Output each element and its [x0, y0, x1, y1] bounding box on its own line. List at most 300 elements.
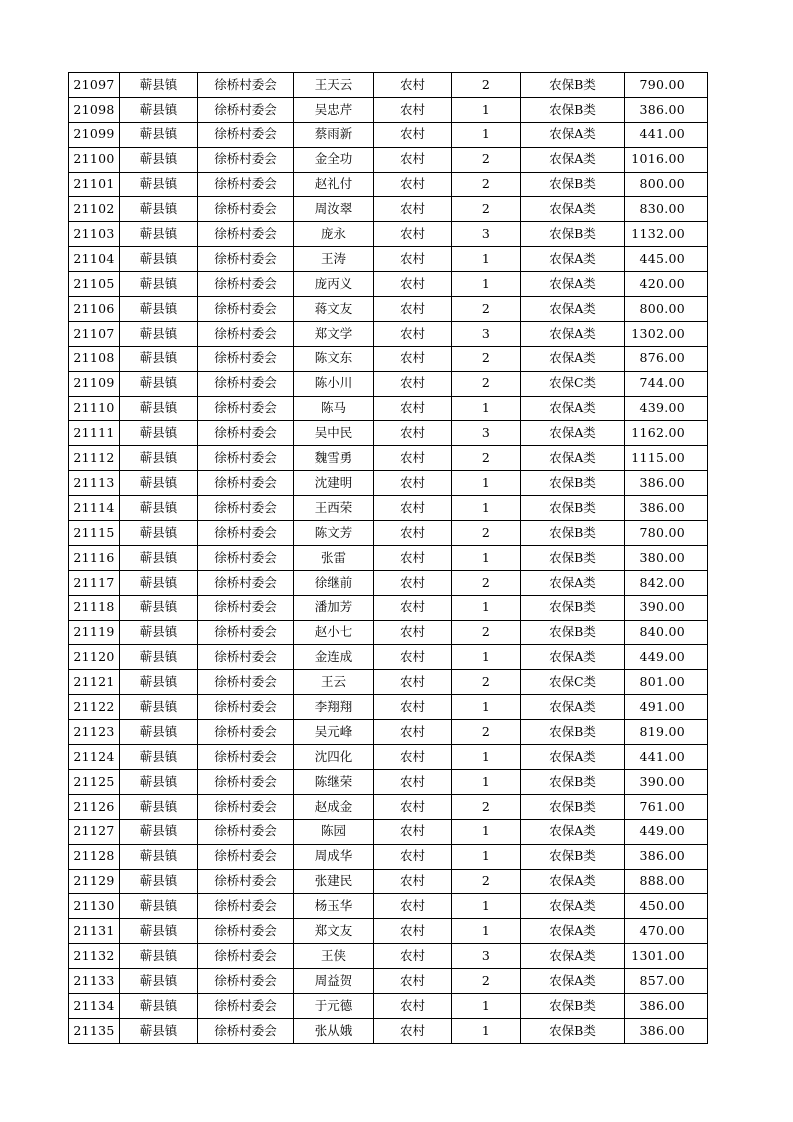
area-type-cell: 农村	[374, 396, 452, 421]
household-size-cell: 1	[452, 595, 521, 620]
town-cell: 蕲县镇	[120, 869, 198, 894]
town-cell: 蕲县镇	[120, 969, 198, 994]
table-row	[69, 247, 708, 272]
household-size-cell: 1	[452, 844, 521, 869]
amount-cell: 840.00	[625, 620, 708, 645]
village-cell: 徐桥村委会	[198, 545, 294, 570]
amount-cell: 744.00	[625, 371, 708, 396]
town-cell: 蕲县镇	[120, 645, 198, 670]
household-size-cell: 3	[452, 222, 521, 247]
category-cell: 农保B类	[521, 769, 625, 794]
name-cell: 张从娥	[294, 1018, 374, 1043]
name-cell: 吴忠芹	[294, 97, 374, 122]
household-size-cell: 1	[452, 471, 521, 496]
table-row	[69, 197, 708, 222]
town-cell: 蕲县镇	[120, 769, 198, 794]
table-row	[69, 222, 708, 247]
row-id-cell: 21111	[69, 421, 120, 446]
household-size-cell: 1	[452, 97, 521, 122]
town-cell: 蕲县镇	[120, 122, 198, 147]
name-cell: 庞丙义	[294, 272, 374, 297]
table-row	[69, 595, 708, 620]
household-size-cell: 1	[452, 819, 521, 844]
town-cell: 蕲县镇	[120, 471, 198, 496]
row-id-cell: 21116	[69, 545, 120, 570]
amount-cell: 780.00	[625, 521, 708, 546]
category-cell: 农保C类	[521, 670, 625, 695]
town-cell: 蕲县镇	[120, 346, 198, 371]
amount-cell: 1162.00	[625, 421, 708, 446]
name-cell: 蔡雨新	[294, 122, 374, 147]
town-cell: 蕲县镇	[120, 745, 198, 770]
area-type-cell: 农村	[374, 844, 452, 869]
table-row	[69, 570, 708, 595]
name-cell: 杨玉华	[294, 894, 374, 919]
area-type-cell: 农村	[374, 496, 452, 521]
household-size-cell: 1	[452, 545, 521, 570]
category-cell: 农保A类	[521, 197, 625, 222]
village-cell: 徐桥村委会	[198, 869, 294, 894]
amount-cell: 445.00	[625, 247, 708, 272]
household-size-cell: 1	[452, 122, 521, 147]
name-cell: 徐继前	[294, 570, 374, 595]
amount-cell: 842.00	[625, 570, 708, 595]
village-cell: 徐桥村委会	[198, 645, 294, 670]
amount-cell: 470.00	[625, 919, 708, 944]
table-row	[69, 944, 708, 969]
table-row	[69, 371, 708, 396]
area-type-cell: 农村	[374, 745, 452, 770]
amount-cell: 819.00	[625, 720, 708, 745]
row-id-cell: 21106	[69, 297, 120, 322]
row-id-cell: 21131	[69, 919, 120, 944]
household-size-cell: 2	[452, 521, 521, 546]
area-type-cell: 农村	[374, 172, 452, 197]
town-cell: 蕲县镇	[120, 844, 198, 869]
area-type-cell: 农村	[374, 1018, 452, 1043]
table-row	[69, 346, 708, 371]
row-id-cell: 21101	[69, 172, 120, 197]
category-cell: 农保A类	[521, 819, 625, 844]
table-row	[69, 421, 708, 446]
amount-cell: 386.00	[625, 471, 708, 496]
amount-cell: 449.00	[625, 819, 708, 844]
row-id-cell: 21102	[69, 197, 120, 222]
amount-cell: 420.00	[625, 272, 708, 297]
household-size-cell: 2	[452, 670, 521, 695]
table-row	[69, 620, 708, 645]
household-size-cell: 1	[452, 919, 521, 944]
table-row	[69, 794, 708, 819]
amount-cell: 876.00	[625, 346, 708, 371]
town-cell: 蕲县镇	[120, 993, 198, 1018]
category-cell: 农保B类	[521, 993, 625, 1018]
table-row	[69, 819, 708, 844]
table-body	[69, 73, 708, 1044]
category-cell: 农保A类	[521, 869, 625, 894]
table-row	[69, 695, 708, 720]
household-size-cell: 1	[452, 496, 521, 521]
amount-cell: 450.00	[625, 894, 708, 919]
household-size-cell: 2	[452, 969, 521, 994]
town-cell: 蕲县镇	[120, 794, 198, 819]
area-type-cell: 农村	[374, 521, 452, 546]
village-cell: 徐桥村委会	[198, 97, 294, 122]
area-type-cell: 农村	[374, 919, 452, 944]
village-cell: 徐桥村委会	[198, 247, 294, 272]
village-cell: 徐桥村委会	[198, 993, 294, 1018]
area-type-cell: 农村	[374, 421, 452, 446]
row-id-cell: 21105	[69, 272, 120, 297]
household-size-cell: 2	[452, 297, 521, 322]
amount-cell: 800.00	[625, 297, 708, 322]
village-cell: 徐桥村委会	[198, 297, 294, 322]
town-cell: 蕲县镇	[120, 222, 198, 247]
amount-cell: 441.00	[625, 122, 708, 147]
row-id-cell: 21127	[69, 819, 120, 844]
household-size-cell: 1	[452, 894, 521, 919]
name-cell: 陈继荣	[294, 769, 374, 794]
row-id-cell: 21130	[69, 894, 120, 919]
area-type-cell: 农村	[374, 570, 452, 595]
town-cell: 蕲县镇	[120, 919, 198, 944]
amount-cell: 386.00	[625, 844, 708, 869]
village-cell: 徐桥村委会	[198, 421, 294, 446]
town-cell: 蕲县镇	[120, 894, 198, 919]
table-row	[69, 894, 708, 919]
category-cell: 农保A类	[521, 321, 625, 346]
area-type-cell: 农村	[374, 869, 452, 894]
row-id-cell: 21122	[69, 695, 120, 720]
area-type-cell: 农村	[374, 720, 452, 745]
row-id-cell: 21103	[69, 222, 120, 247]
row-id-cell: 21113	[69, 471, 120, 496]
row-id-cell: 21134	[69, 993, 120, 1018]
town-cell: 蕲县镇	[120, 172, 198, 197]
row-id-cell: 21109	[69, 371, 120, 396]
assistance-table	[68, 72, 708, 1044]
area-type-cell: 农村	[374, 944, 452, 969]
town-cell: 蕲县镇	[120, 396, 198, 421]
table-row	[69, 172, 708, 197]
village-cell: 徐桥村委会	[198, 794, 294, 819]
table-row	[69, 73, 708, 98]
household-size-cell: 1	[452, 272, 521, 297]
name-cell: 潘加芳	[294, 595, 374, 620]
household-size-cell: 2	[452, 570, 521, 595]
category-cell: 农保A类	[521, 346, 625, 371]
town-cell: 蕲县镇	[120, 620, 198, 645]
village-cell: 徐桥村委会	[198, 695, 294, 720]
category-cell: 农保A类	[521, 919, 625, 944]
name-cell: 王涛	[294, 247, 374, 272]
row-id-cell: 21107	[69, 321, 120, 346]
name-cell: 陈园	[294, 819, 374, 844]
row-id-cell: 21128	[69, 844, 120, 869]
area-type-cell: 农村	[374, 222, 452, 247]
name-cell: 蒋文友	[294, 297, 374, 322]
table-row	[69, 993, 708, 1018]
amount-cell: 491.00	[625, 695, 708, 720]
table-row	[69, 745, 708, 770]
village-cell: 徐桥村委会	[198, 769, 294, 794]
row-id-cell: 21124	[69, 745, 120, 770]
row-id-cell: 21126	[69, 794, 120, 819]
table-row	[69, 272, 708, 297]
village-cell: 徐桥村委会	[198, 1018, 294, 1043]
area-type-cell: 农村	[374, 147, 452, 172]
area-type-cell: 农村	[374, 346, 452, 371]
category-cell: 农保A类	[521, 570, 625, 595]
amount-cell: 1132.00	[625, 222, 708, 247]
row-id-cell: 21100	[69, 147, 120, 172]
name-cell: 金全功	[294, 147, 374, 172]
village-cell: 徐桥村委会	[198, 122, 294, 147]
area-type-cell: 农村	[374, 446, 452, 471]
table-row	[69, 545, 708, 570]
name-cell: 郑文学	[294, 321, 374, 346]
household-size-cell: 2	[452, 172, 521, 197]
area-type-cell: 农村	[374, 670, 452, 695]
table-row	[69, 969, 708, 994]
name-cell: 沈四化	[294, 745, 374, 770]
area-type-cell: 农村	[374, 595, 452, 620]
category-cell: 农保C类	[521, 371, 625, 396]
town-cell: 蕲县镇	[120, 819, 198, 844]
town-cell: 蕲县镇	[120, 421, 198, 446]
household-size-cell: 2	[452, 147, 521, 172]
household-size-cell: 1	[452, 1018, 521, 1043]
household-size-cell: 2	[452, 620, 521, 645]
name-cell: 吴中民	[294, 421, 374, 446]
village-cell: 徐桥村委会	[198, 147, 294, 172]
area-type-cell: 农村	[374, 73, 452, 98]
category-cell: 农保A类	[521, 421, 625, 446]
village-cell: 徐桥村委会	[198, 969, 294, 994]
row-id-cell: 21098	[69, 97, 120, 122]
amount-cell: 449.00	[625, 645, 708, 670]
name-cell: 庞永	[294, 222, 374, 247]
area-type-cell: 农村	[374, 620, 452, 645]
town-cell: 蕲县镇	[120, 1018, 198, 1043]
name-cell: 陈文芳	[294, 521, 374, 546]
town-cell: 蕲县镇	[120, 97, 198, 122]
village-cell: 徐桥村委会	[198, 919, 294, 944]
area-type-cell: 农村	[374, 794, 452, 819]
town-cell: 蕲县镇	[120, 496, 198, 521]
category-cell: 农保A类	[521, 894, 625, 919]
amount-cell: 390.00	[625, 769, 708, 794]
village-cell: 徐桥村委会	[198, 321, 294, 346]
area-type-cell: 农村	[374, 97, 452, 122]
name-cell: 王云	[294, 670, 374, 695]
name-cell: 陈文东	[294, 346, 374, 371]
category-cell: 农保B类	[521, 720, 625, 745]
village-cell: 徐桥村委会	[198, 595, 294, 620]
village-cell: 徐桥村委会	[198, 745, 294, 770]
category-cell: 农保A类	[521, 122, 625, 147]
name-cell: 金连成	[294, 645, 374, 670]
name-cell: 郑文友	[294, 919, 374, 944]
category-cell: 农保B类	[521, 97, 625, 122]
category-cell: 农保B类	[521, 620, 625, 645]
town-cell: 蕲县镇	[120, 247, 198, 272]
village-cell: 徐桥村委会	[198, 496, 294, 521]
table-row	[69, 1018, 708, 1043]
amount-cell: 386.00	[625, 97, 708, 122]
household-size-cell: 1	[452, 396, 521, 421]
name-cell: 张建民	[294, 869, 374, 894]
table-row	[69, 122, 708, 147]
amount-cell: 1301.00	[625, 944, 708, 969]
area-type-cell: 农村	[374, 819, 452, 844]
category-cell: 农保B类	[521, 1018, 625, 1043]
row-id-cell: 21114	[69, 496, 120, 521]
category-cell: 农保A类	[521, 969, 625, 994]
household-size-cell: 2	[452, 720, 521, 745]
household-size-cell: 2	[452, 869, 521, 894]
name-cell: 陈小川	[294, 371, 374, 396]
town-cell: 蕲县镇	[120, 545, 198, 570]
village-cell: 徐桥村委会	[198, 346, 294, 371]
row-id-cell: 21097	[69, 73, 120, 98]
town-cell: 蕲县镇	[120, 720, 198, 745]
town-cell: 蕲县镇	[120, 197, 198, 222]
row-id-cell: 21123	[69, 720, 120, 745]
category-cell: 农保A类	[521, 944, 625, 969]
town-cell: 蕲县镇	[120, 371, 198, 396]
town-cell: 蕲县镇	[120, 321, 198, 346]
village-cell: 徐桥村委会	[198, 446, 294, 471]
table-row	[69, 645, 708, 670]
area-type-cell: 农村	[374, 695, 452, 720]
town-cell: 蕲县镇	[120, 695, 198, 720]
village-cell: 徐桥村委会	[198, 894, 294, 919]
village-cell: 徐桥村委会	[198, 172, 294, 197]
category-cell: 农保B类	[521, 545, 625, 570]
category-cell: 农保A类	[521, 297, 625, 322]
row-id-cell: 21115	[69, 521, 120, 546]
area-type-cell: 农村	[374, 545, 452, 570]
row-id-cell: 21120	[69, 645, 120, 670]
household-size-cell: 1	[452, 695, 521, 720]
village-cell: 徐桥村委会	[198, 521, 294, 546]
area-type-cell: 农村	[374, 197, 452, 222]
name-cell: 赵小七	[294, 620, 374, 645]
household-size-cell: 3	[452, 421, 521, 446]
name-cell: 赵成金	[294, 794, 374, 819]
town-cell: 蕲县镇	[120, 521, 198, 546]
village-cell: 徐桥村委会	[198, 197, 294, 222]
area-type-cell: 农村	[374, 247, 452, 272]
area-type-cell: 农村	[374, 321, 452, 346]
row-id-cell: 21119	[69, 620, 120, 645]
name-cell: 李翔翔	[294, 695, 374, 720]
name-cell: 赵礼付	[294, 172, 374, 197]
amount-cell: 386.00	[625, 1018, 708, 1043]
row-id-cell: 21108	[69, 346, 120, 371]
village-cell: 徐桥村委会	[198, 272, 294, 297]
category-cell: 农保A类	[521, 745, 625, 770]
village-cell: 徐桥村委会	[198, 471, 294, 496]
town-cell: 蕲县镇	[120, 297, 198, 322]
area-type-cell: 农村	[374, 894, 452, 919]
town-cell: 蕲县镇	[120, 570, 198, 595]
table-row	[69, 869, 708, 894]
table-row	[69, 97, 708, 122]
village-cell: 徐桥村委会	[198, 620, 294, 645]
amount-cell: 1302.00	[625, 321, 708, 346]
name-cell: 王天云	[294, 73, 374, 98]
household-size-cell: 2	[452, 794, 521, 819]
table-row	[69, 147, 708, 172]
category-cell: 农保B类	[521, 794, 625, 819]
village-cell: 徐桥村委会	[198, 222, 294, 247]
amount-cell: 386.00	[625, 496, 708, 521]
row-id-cell: 21132	[69, 944, 120, 969]
row-id-cell: 21121	[69, 670, 120, 695]
category-cell: 农保B类	[521, 73, 625, 98]
amount-cell: 441.00	[625, 745, 708, 770]
area-type-cell: 农村	[374, 969, 452, 994]
amount-cell: 857.00	[625, 969, 708, 994]
name-cell: 于元德	[294, 993, 374, 1018]
name-cell: 周成华	[294, 844, 374, 869]
village-cell: 徐桥村委会	[198, 371, 294, 396]
table-row	[69, 720, 708, 745]
amount-cell: 761.00	[625, 794, 708, 819]
table-row	[69, 297, 708, 322]
area-type-cell: 农村	[374, 297, 452, 322]
category-cell: 农保B类	[521, 471, 625, 496]
row-id-cell: 21099	[69, 122, 120, 147]
household-size-cell: 1	[452, 247, 521, 272]
village-cell: 徐桥村委会	[198, 670, 294, 695]
amount-cell: 790.00	[625, 73, 708, 98]
table-row	[69, 769, 708, 794]
village-cell: 徐桥村委会	[198, 570, 294, 595]
name-cell: 王侠	[294, 944, 374, 969]
town-cell: 蕲县镇	[120, 272, 198, 297]
row-id-cell: 21104	[69, 247, 120, 272]
category-cell: 农保A类	[521, 272, 625, 297]
row-id-cell: 21117	[69, 570, 120, 595]
area-type-cell: 农村	[374, 645, 452, 670]
town-cell: 蕲县镇	[120, 595, 198, 620]
household-size-cell: 3	[452, 944, 521, 969]
amount-cell: 801.00	[625, 670, 708, 695]
row-id-cell: 21133	[69, 969, 120, 994]
amount-cell: 1115.00	[625, 446, 708, 471]
amount-cell: 1016.00	[625, 147, 708, 172]
town-cell: 蕲县镇	[120, 670, 198, 695]
amount-cell: 830.00	[625, 197, 708, 222]
area-type-cell: 农村	[374, 993, 452, 1018]
row-id-cell: 21110	[69, 396, 120, 421]
category-cell: 农保B类	[521, 844, 625, 869]
name-cell: 沈建明	[294, 471, 374, 496]
category-cell: 农保A类	[521, 247, 625, 272]
village-cell: 徐桥村委会	[198, 819, 294, 844]
table-row	[69, 396, 708, 421]
table-row	[69, 670, 708, 695]
amount-cell: 439.00	[625, 396, 708, 421]
name-cell: 周益贺	[294, 969, 374, 994]
category-cell: 农保B类	[521, 222, 625, 247]
category-cell: 农保B类	[521, 595, 625, 620]
category-cell: 农保B类	[521, 521, 625, 546]
table-row	[69, 496, 708, 521]
